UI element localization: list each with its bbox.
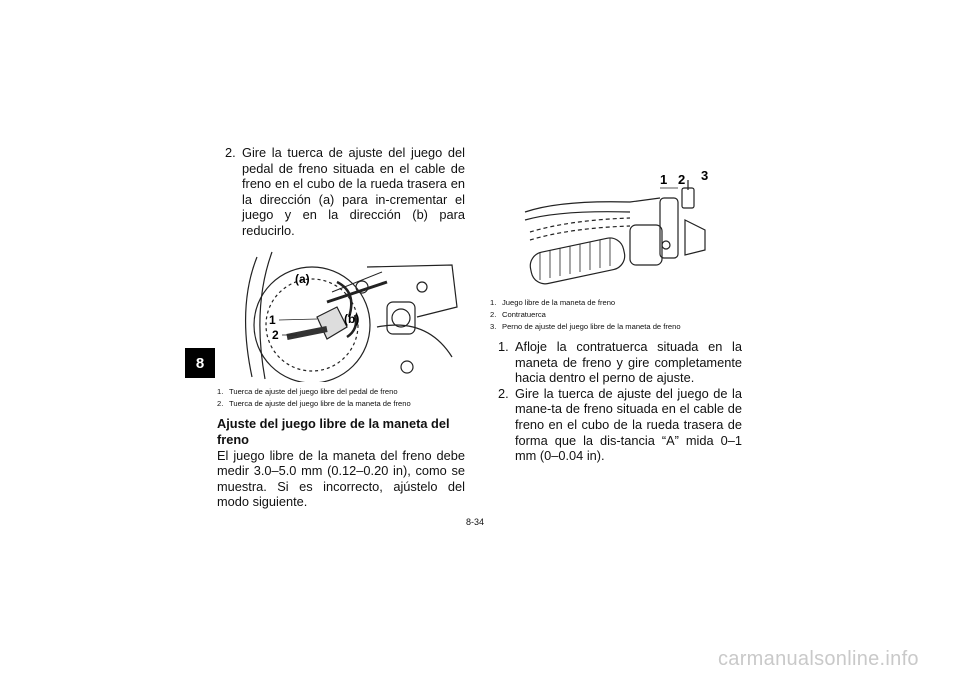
left-step-2 <box>217 145 465 239</box>
step-text: Afloje la contratuerca situada en la maneta de freno y gire completamente hacia dentro el perno de ajuste. <box>515 339 742 386</box>
chapter-tab: 8 <box>185 348 215 378</box>
callout-1: 1 <box>660 172 668 187</box>
callout-2: 2 <box>272 327 279 342</box>
label-a: (a) <box>295 271 310 286</box>
step-text: Gire la tuerca de ajuste del juego de la mane-ta de freno situada en el cable de freno en el cubo de la rueda trasera de forma que la dis-tancia “A” mida 0–1 mm (0–0.04 in). <box>515 385 742 464</box>
body-paragraph: El juego libre de la maneta del freno debe medir 3.0–5.0 mm (0.12–0.20 in), como se muestra. Si es incorrecto, ajústelo del modo siguiente. <box>217 447 465 510</box>
right-step-1 <box>490 339 742 386</box>
footer-watermark-url: carmanualsonline.info <box>718 648 919 670</box>
caption: 3. Perno de ajuste del juego libre de la maneta de freno <box>490 322 681 331</box>
caption: 1. Tuerca de ajuste del juego libre del pedal de freno <box>217 386 398 396</box>
brake-pedal-figure <box>217 247 465 382</box>
label-b: (b) <box>344 311 360 326</box>
brake-hub-illustration <box>217 247 462 382</box>
right-captions <box>490 297 742 333</box>
caption: 1. Juego libre de la maneta de freno <box>490 298 616 307</box>
right-column <box>490 160 742 464</box>
callout-3: 3 <box>701 168 709 183</box>
right-step-2 <box>490 386 742 464</box>
page-number: 8-34 <box>466 517 485 527</box>
caption: 2. Contratuerca <box>490 310 546 319</box>
step-number: 2. <box>498 385 509 401</box>
brake-lever-illustration <box>520 160 710 295</box>
step-number: 1. <box>498 339 509 354</box>
step-number: 2. <box>225 145 236 160</box>
section-heading: Ajuste del juego libre de la maneta del freno <box>217 415 450 447</box>
brake-lever-figure <box>490 160 742 295</box>
step-text: Gire la tuerca de ajuste del juego del pedal de freno situada en el cable de freno en el cubo de la rueda trasera en la dirección (a) para in-crementar el juego y en la dirección (b) para reducirlo. <box>242 145 465 238</box>
callout-2: 2 <box>678 172 686 187</box>
caption: 2. Tuerca de ajuste del juego libre de la maneta de freno <box>217 398 411 408</box>
left-captions <box>217 386 465 410</box>
callout-1: 1 <box>269 312 276 327</box>
left-column <box>217 145 465 510</box>
